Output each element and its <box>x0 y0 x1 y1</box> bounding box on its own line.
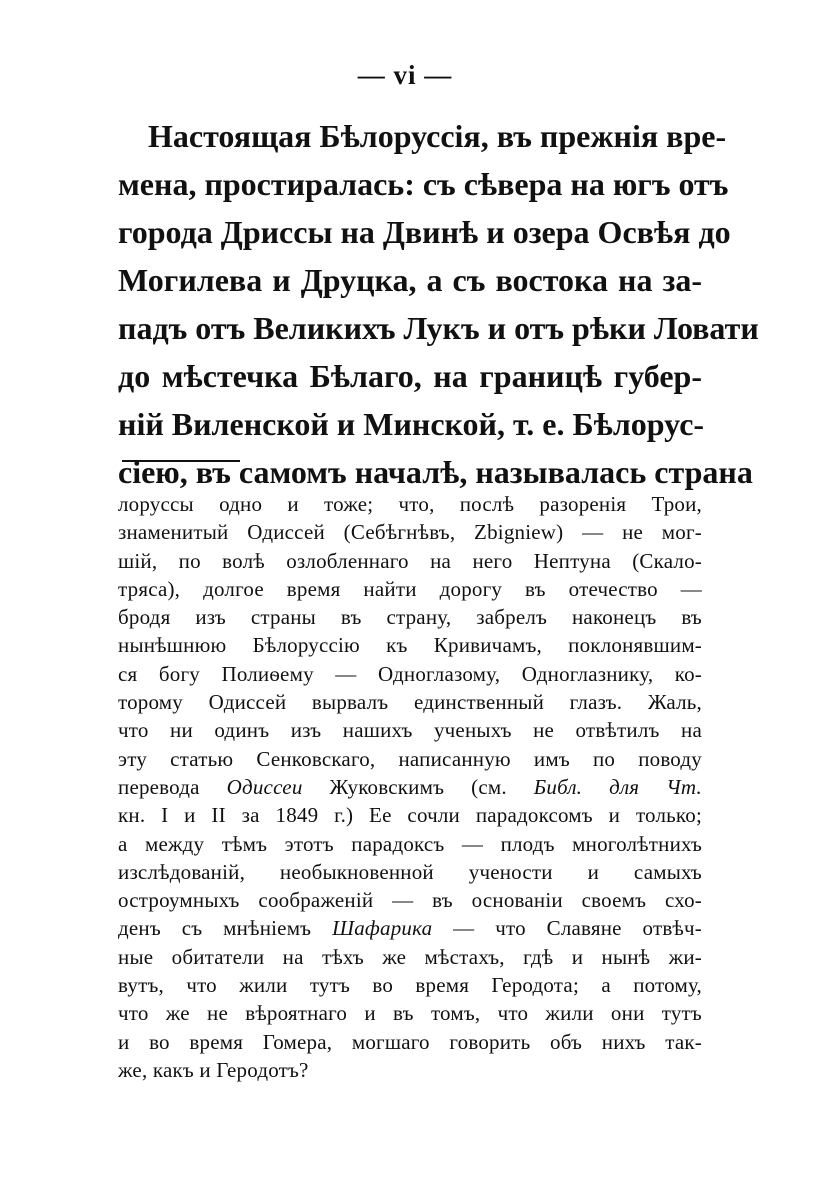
footnote <box>118 490 702 1084</box>
main-text <box>118 112 759 496</box>
italic-title-journal: Библ. для Чт. <box>533 774 702 799</box>
main-text-line: Настоящая Бѣлоруссія, въ прежнія вре- <box>148 118 727 154</box>
footnote-line: же, какъ и Геродотъ? <box>118 1057 309 1082</box>
footnote-line: торому Одиссей вырвалъ единственный глазъ. Жаль, <box>118 690 702 715</box>
main-text-line: сіею, въ самомъ началѣ, называлась страна <box>118 454 753 490</box>
footnote-text: — что Славяне отвѣч- <box>432 916 702 941</box>
footnote-line: бродя изъ страны въ страну, забрелъ наконецъ въ <box>118 605 702 630</box>
footnote-line: эту статью Сенковскаго, написанную имъ по поводу <box>118 746 702 771</box>
main-text-line: падъ отъ Великихъ Лукъ и отъ рѣки Ловати <box>118 310 759 346</box>
footnote-line: кн. I и II за 1849 г.) Ее сочли парадоксомъ и только; <box>118 803 702 828</box>
footnote-line: ные обитатели на тѣхъ же мѣстахъ, гдѣ и нынѣ жи- <box>118 944 702 969</box>
footnote-line: а между тѣмъ этотъ парадоксъ — плодъ многолѣтнихъ <box>118 831 702 856</box>
footnote-line: изслѣдованій, необыкновенной учености и самыхъ <box>118 859 702 884</box>
italic-title-odyssey: Одиссеи <box>226 774 303 799</box>
footnote-text: денъ съ мнѣніемъ <box>118 916 333 941</box>
footnote-line: вутъ, что жили тутъ во время Геродота; а потому, <box>118 973 702 998</box>
footnote-line: шій, по волѣ озлобленнаго на него Нептуна (Скало- <box>118 548 702 573</box>
footnote-line: остроумныхъ соображеній — въ основаніи своемъ схо- <box>118 888 702 913</box>
page-number: — vi — <box>357 60 453 90</box>
footnote-line: что ни одинъ изъ нашихъ ученыхъ не отвѣтилъ на <box>118 718 702 743</box>
footnote-line: лоруссы одно и тоже; что, послѣ разоренія Трои, <box>118 492 702 516</box>
footnote-line: знаменитый Одиссей (Себѣгнѣвъ, Zbigniew) — не мог- <box>118 520 702 545</box>
footnote-text: перевода <box>118 774 227 799</box>
footnote-line: и во время Гомера, могшаго говорить объ нихъ так- <box>118 1029 702 1054</box>
footnote-line <box>118 914 702 942</box>
footnote-line: что же не вѣроятнаго и въ томъ, что жили они тутъ <box>118 1001 702 1026</box>
footnote-line: тряса), долгое время найти дорогу въ отечество — <box>118 576 702 601</box>
main-text-line: Могилева и Друцка, а съ востока на за- <box>118 262 702 298</box>
footnote-divider <box>122 460 240 462</box>
main-text-line: мена, простиралась: съ сѣвера на югъ отъ <box>118 166 729 202</box>
main-text-line: ній Виленской и Минской, т. е. Бѣлорус- <box>118 406 705 442</box>
main-text-line: до мѣстечка Бѣлаго, на границѣ губер- <box>118 358 702 394</box>
footnote-line: ся богу Полиѳему — Одноглазому, Одноглазнику, ко- <box>118 661 702 686</box>
footnote-text: Жуковскимъ (см. <box>302 774 534 799</box>
footnote-line: нынѣшнюю Бѣлоруссію къ Кривичамъ, поклонявшим- <box>118 633 702 658</box>
footnote-line <box>118 773 702 801</box>
italic-name-shafarik: Шафарика <box>332 916 433 941</box>
main-text-line: города Дриссы на Двинѣ и озера Освѣя до <box>118 214 731 250</box>
